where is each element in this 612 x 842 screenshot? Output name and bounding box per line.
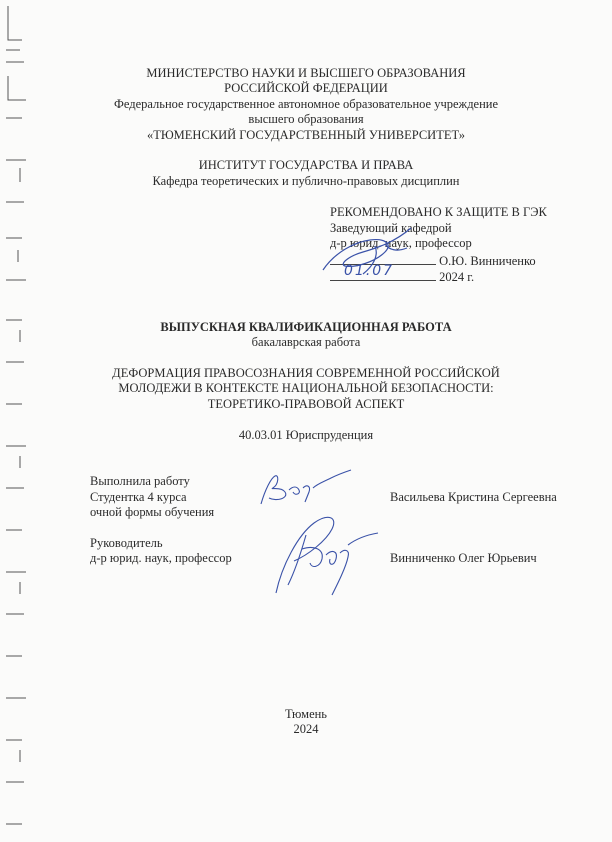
footer-year: 2024 xyxy=(293,722,319,736)
approval-degree: д-р юрид. наук, профессор xyxy=(330,236,472,250)
department-name: Кафедра теоретических и публично-правовых дисциплин xyxy=(152,174,460,188)
supervisor-label1: Руководитель xyxy=(90,536,163,550)
approval-date-handwritten: 01.07 xyxy=(344,263,395,279)
approval-role: Заведующий кафедрой xyxy=(330,221,452,235)
author-label3: очной формы обучения xyxy=(90,505,215,519)
university-name: «ТЮМЕНСКИЙ ГОСУДАРСТВЕННЫЙ УНИВЕРСИТЕТ» xyxy=(146,128,466,142)
approval-title: РЕКОМЕНДОВАНО К ЗАЩИТЕ В ГЭК xyxy=(330,205,547,219)
work-type: ВЫПУСКНАЯ КВАЛИФИКАЦИОННАЯ РАБОТА xyxy=(160,320,452,334)
supervisor-label2: д-р юрид. наук, профессор xyxy=(90,551,232,565)
approval-date-line xyxy=(330,263,475,285)
approval-year: 2024 г. xyxy=(439,270,475,284)
ministry-line2: РОССИЙСКОЙ ФЕДЕРАЦИИ xyxy=(224,81,388,95)
footer-city: Тюмень xyxy=(284,707,328,721)
ministry-line1: МИНИСТЕРСТВО НАУКИ И ВЫСШЕГО ОБРАЗОВАНИЯ xyxy=(146,66,466,80)
author-label2: Студентка 4 курса xyxy=(90,490,187,504)
institute-name: ИНСТИТУТ ГОСУДАРСТВА И ПРАВА xyxy=(198,158,414,172)
institution-line2: высшего образования xyxy=(248,112,364,126)
institution-line1: Федеральное государственное автономное образовательное учреждение xyxy=(113,97,499,111)
author-label1: Выполнила работу xyxy=(90,474,190,488)
work-title-line2: МОЛОДЕЖИ В КОНТЕКСТЕ НАЦИОНАЛЬНОЙ БЕЗОПАСНОСТИ: xyxy=(118,381,494,395)
approval-name: О.Ю. Винниченко xyxy=(439,254,536,268)
work-subtype: бакалаврская работа xyxy=(251,335,361,349)
work-title-line3: ТЕОРЕТИКО-ПРАВОВОЙ АСПЕКТ xyxy=(207,397,405,411)
specialty: 40.03.01 Юриспруденция xyxy=(238,428,374,442)
supervisor-signature xyxy=(262,505,382,600)
supervisor-name: Винниченко Олег Юрьевич xyxy=(390,551,537,565)
work-title-line1: ДЕФОРМАЦИЯ ПРАВОСОЗНАНИЯ СОВРЕМЕННОЙ РОССИЙСКОЙ xyxy=(112,366,500,380)
author-signature xyxy=(255,468,355,510)
author-name: Васильева Кристина Сергеевна xyxy=(390,490,557,504)
